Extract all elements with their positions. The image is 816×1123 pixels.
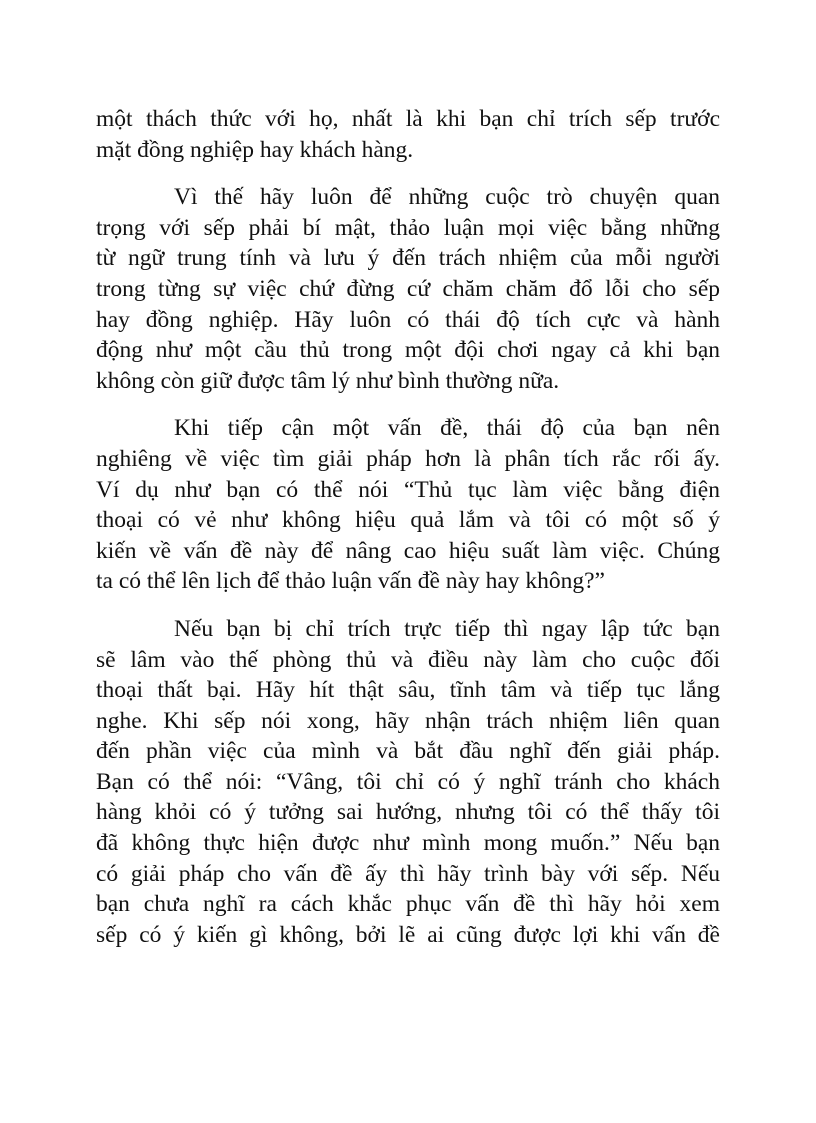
text-line: sẽ lâm vào thế phòng thủ và điều này làm cho cuộc đối xyxy=(96,646,720,673)
document-page xyxy=(96,104,720,950)
text-line: một thách thức với họ, nhất là khi bạn chỉ trích sếp trước xyxy=(96,106,720,132)
text-line: có giải pháp cho vấn đề ấy thì hãy trình bày với sếp. Nếu xyxy=(96,860,720,887)
paragraph-2 xyxy=(96,182,720,396)
text-line: trong từng sự việc chứ đừng cứ chăm chăm đổ lỗi cho sếp xyxy=(96,275,720,302)
text-line: Vì thế hãy luôn để những cuộc trò chuyện quan xyxy=(174,184,720,211)
text-line: ta có thể lên lịch để thảo luận vấn đề này hay không?” xyxy=(96,568,605,595)
paragraph-1 xyxy=(96,104,720,165)
text-line: kiến về vấn đề này để nâng cao hiệu suất làm việc. Chúng xyxy=(96,537,720,564)
text-line: Nếu bạn bị chỉ trích trực tiếp thì ngay lập tức bạn xyxy=(174,615,720,642)
text-line: bạn chưa nghĩ ra cách khắc phục vấn đề thì hãy hỏi xem xyxy=(96,891,720,918)
text-line: hay đồng nghiệp. Hãy luôn có thái độ tích cực và hành xyxy=(96,306,720,333)
text-line: Ví dụ như bạn có thể nói “Thủ tục làm việc bằng điện xyxy=(96,476,720,503)
text-line: nghiêng về việc tìm giải pháp hơn là phân tích rắc rối ấy. xyxy=(96,445,720,472)
paragraph-4 xyxy=(96,614,720,951)
text-line: từ ngữ trung tính và lưu ý đến trách nhiệm của mỗi người xyxy=(96,245,720,272)
text-line: mặt đồng nghiệp hay khách hàng. xyxy=(96,136,414,163)
paragraph-3 xyxy=(96,413,720,597)
text-line: trọng với sếp phải bí mật, thảo luận mọi việc bằng những xyxy=(96,214,720,241)
text-line: thoại có vẻ như không hiệu quả lắm và tôi có một số ý xyxy=(96,507,720,534)
text-line: thoại thất bại. Hãy hít thật sâu, tĩnh tâm và tiếp tục lắng xyxy=(96,677,720,704)
text-line: nghe. Khi sếp nói xong, hãy nhận trách nhiệm liên quan xyxy=(96,707,720,734)
text-line: không còn giữ được tâm lý như bình thường nữa. xyxy=(96,367,560,394)
text-line: đã không thực hiện được như mình mong muốn.” Nếu bạn xyxy=(96,830,720,857)
text-line: Khi tiếp cận một vấn đề, thái độ của bạn nên xyxy=(174,415,720,442)
text-line: động như một cầu thủ trong một đội chơi ngay cả khi bạn xyxy=(96,337,720,364)
text-line: sếp có ý kiến gì không, bởi lẽ ai cũng được lợi khi vấn đề xyxy=(96,921,720,948)
text-line: hàng khỏi có ý tưởng sai hướng, nhưng tôi có thể thấy tôi xyxy=(96,799,720,826)
text-line: Bạn có thể nói: “Vâng, tôi chỉ có ý nghĩ tránh cho khách xyxy=(96,768,720,795)
text-line: đến phần việc của mình và bắt đầu nghĩ đến giải pháp. xyxy=(96,738,720,765)
